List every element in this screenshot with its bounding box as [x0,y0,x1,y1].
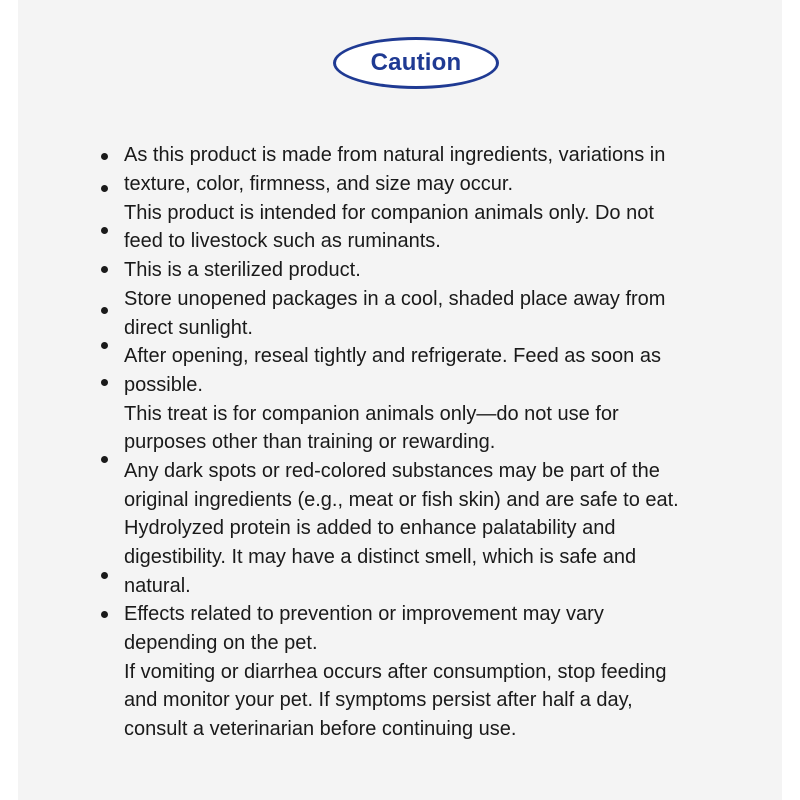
bullet-marker [101,342,108,349]
caution-line: Effects related to prevention or improvement may vary [124,603,604,625]
caution-badge [333,37,499,89]
caution-line: possible. [124,374,203,396]
bullet-marker [101,379,108,386]
caution-line: After opening, reseal tightly and refrigerate. Feed as soon as [124,345,661,367]
bullet-marker [101,153,108,160]
caution-line: purposes other than training or rewarding. [124,431,496,453]
caution-line: Store unopened packages in a cool, shaded place away from [124,288,666,310]
caution-line: As this product is made from natural ingredients, variations in [124,144,666,166]
caution-line: feed to livestock such as ruminants. [124,230,441,252]
caution-line: This treat is for companion animals only—do not use for [124,403,619,425]
bullet-marker [101,227,108,234]
caution-line: This product is intended for companion animals only. Do not [124,202,654,224]
caution-title: Caution [370,49,462,76]
caution-line: If vomiting or diarrhea occurs after consumption, stop feeding [124,661,667,683]
bullet-marker [101,307,108,314]
caution-line: Any dark spots or red-colored substances may be part of the [124,460,660,482]
caution-line: consult a veterinarian before continuing use. [124,718,517,740]
bullet-marker [101,185,108,192]
caution-line: direct sunlight. [124,317,253,339]
bullet-marker [101,611,108,618]
caution-line: and monitor your pet. If symptoms persist after half a day, [124,689,633,711]
caution-line: natural. [124,575,191,597]
bullet-marker [101,572,108,579]
caution-line: digestibility. It may have a distinct smell, which is safe and [124,546,637,568]
caution-line: original ingredients (e.g., meat or fish skin) and are safe to eat. [124,489,679,511]
caution-line: depending on the pet. [124,632,318,654]
caution-line: Hydrolyzed protein is added to enhance palatability and [124,517,616,539]
caution-panel [18,0,782,800]
bullet-marker [101,456,108,463]
caution-line: This is a sterilized product. [124,259,361,281]
bullet-marker [101,266,108,273]
caution-line: texture, color, firmness, and size may occur. [124,173,514,195]
